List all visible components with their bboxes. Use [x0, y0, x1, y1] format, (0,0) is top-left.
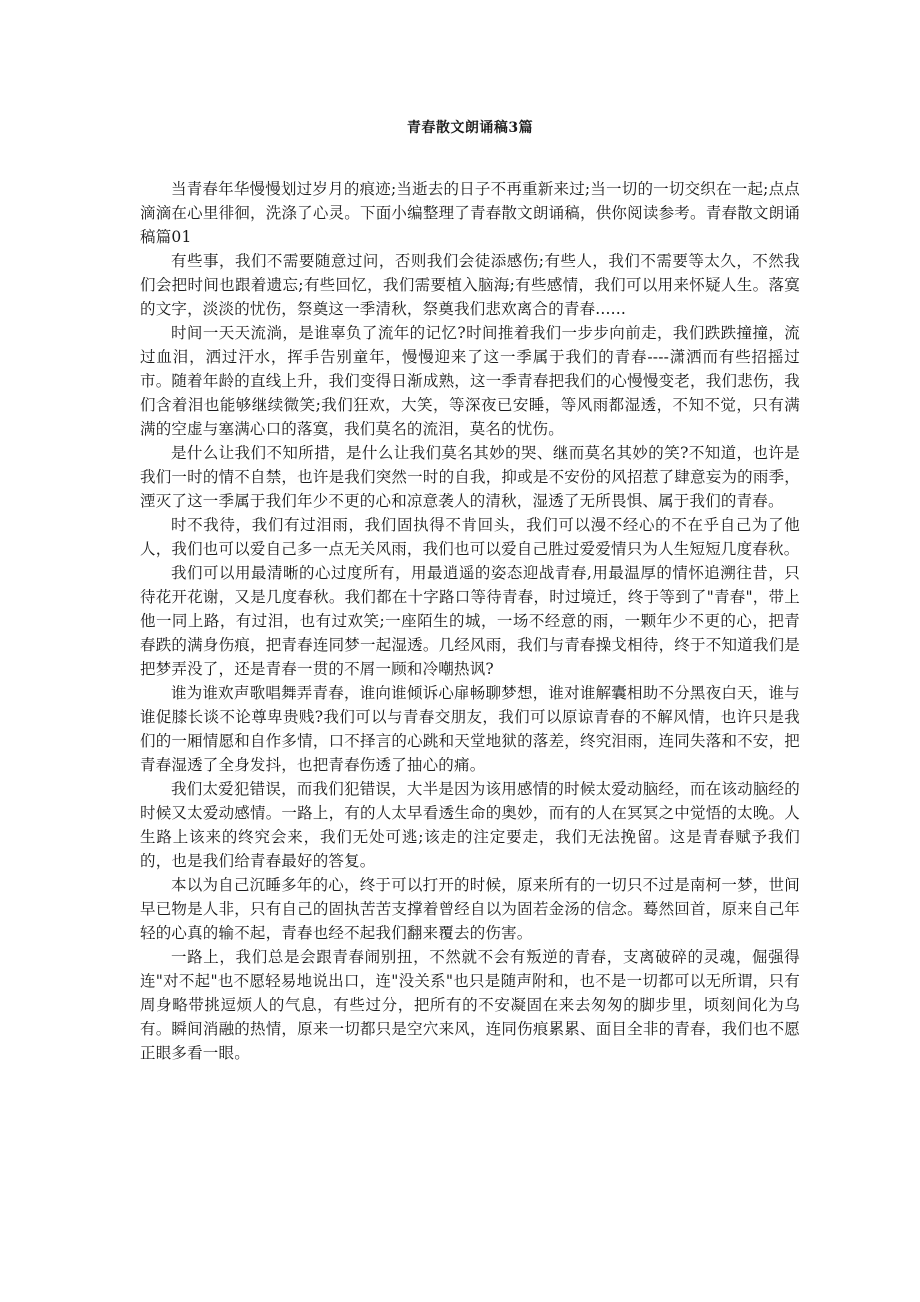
paragraph: 是什么让我们不知所措，是什么让我们莫名其妙的哭、继而莫名其妙的笑?不知道，也许是我们一时的情不自禁，也许是我们突然一时的自我，抑或是不安份的风招惹了肆意妄为的雨季，湮灭了这一季属于我们年少不更的心和凉意袭人的清秋，湿透了无所畏惧、属于我们的青春。 — [140, 444, 800, 510]
paragraph: 本以为自己沉睡多年的心，终于可以打开的时候，原来所有的一切只不过是南柯一梦，世间早已物是人非，只有自己的固执苦苦支撑着曾经自以为固若金汤的信念。蓦然回首，原来自己年轻的心真的输不起，青春也经不起我们翻来覆去的伤害。 — [140, 876, 800, 942]
paragraph: 时不我待，我们有过泪雨，我们固执得不肯回头，我们可以漫不经心的不在乎自己为了他人，我们也可以爱自己多一点无关风雨，我们也可以爱自己胜过爱爱情只为人生短短几度春秋。 — [140, 516, 800, 558]
paragraph: 谁为谁欢声歌唱舞弄青春，谁向谁倾诉心扉畅聊梦想，谁对谁解囊相助不分黑夜白天，谁与谁促膝长谈不论尊卑贵贱?我们可以与青春交朋友，我们可以原谅青春的不解风情，也许只是我们的一厢情愿和自作多情，口不择言的心跳和天堂地狱的落差，终究泪雨，连同失落和不安，把青春湿透了全身发抖，也把青春伤透了抽心的痛。 — [140, 684, 800, 774]
document-page — [140, 0, 800, 1065]
paragraph: 当青春年华慢慢划过岁月的痕迹;当逝去的日子不再重新来过;当一切的一切交织在一起;点点滴滴在心里徘徊，洗涤了心灵。下面小编整理了青春散文朗诵稿，供你阅读参考。青春散文朗诵稿篇01 — [140, 180, 800, 246]
document-body — [140, 177, 800, 1065]
paragraph: 我们太爱犯错误，而我们犯错误，大半是因为该用感情的时候太爱动脑经，而在该动脑经的时候又太爱动感情。一路上，有的人太早看透生命的奥妙，而有的人在冥冥之中觉悟的太晚。人生路上该来的终究会来，我们无处可逃;该走的注定要走，我们无法挽留。这是青春赋予我们的，也是我们给青春最好的答复。 — [140, 780, 800, 870]
paragraph: 一路上，我们总是会跟青春闹别扭，不然就不会有叛逆的青春，支离破碎的灵魂，倔强得连"对不起"也不愿轻易地说出口，连"没关系"也只是随声附和，也不是一切都可以无所谓，只有周身略带挑逗烦人的气息，有些过分，把所有的不安凝固在来去匆匆的脚步里，顷刻间化为乌有。瞬间消融的热情，原来一切都只是空穴来风，连同伤痕累累、面目全非的青春，我们也不愿正眼多看一眼。 — [140, 948, 800, 1062]
document-title: 青春散文朗诵稿3篇 — [406, 120, 534, 136]
paragraph: 时间一天天流淌，是谁辜负了流年的记忆?时间推着我们一步步向前走，我们跌跌撞撞，流过血泪，洒过汗水，挥手告别童年，慢慢迎来了这一季属于我们的青春----潇洒而有些招摇过市。随着年龄的直线上升，我们变得日渐成熟，这一季青春把我们的心慢慢变老，我们悲伤，我们含着泪也能够继续微笑;我们狂欢，大笑，等深夜已安睡，等风雨都湿透，不知不觉，只有满满的空虚与塞满心口的落寞，我们莫名的流泪，莫名的忧伤。 — [140, 324, 800, 438]
paragraph: 我们可以用最清晰的心过度所有，用最逍遥的姿态迎战青春,用最温厚的情怀追溯往昔，只待花开花谢，又是几度春秋。我们都在十字路口等待青春，时过境迁，终于等到了"青春"，带上他一同上路，有过泪，也有过欢笑;一座陌生的城，一场不经意的雨，一颗年少不更的心，把青春跌的满身伤痕，把青春连同梦一起湿透。几经风雨，我们与青春操戈相待，终于不知道我们是把梦弄没了，还是青春一贯的不屑一顾和冷嘲热讽? — [140, 564, 800, 678]
paragraph: 有些事，我们不需要随意过问，否则我们会徒添感伤;有些人，我们不需要等太久，不然我们会把时间也跟着遗忘;有些回忆，我们需要植入脑海;有些感情，我们可以用来怀疑人生。落寞的文字，淡淡的忧伤，祭奠这一季清秋，祭奠我们悲欢离合的青春...... — [140, 252, 800, 318]
